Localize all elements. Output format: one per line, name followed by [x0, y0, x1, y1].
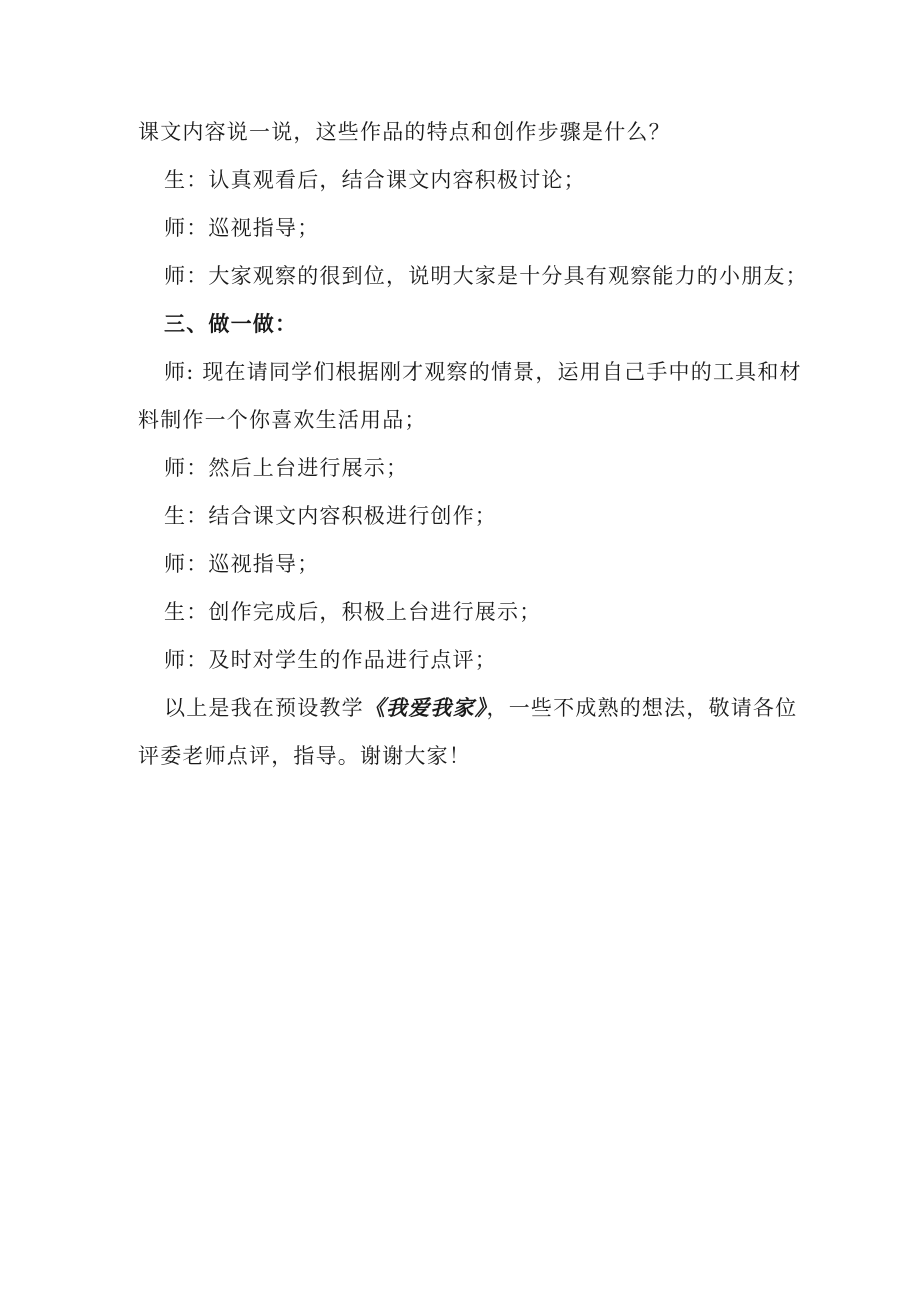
closing-before: 以上是我在预设教学: [164, 696, 364, 720]
section-heading-do: 三、做一做：: [164, 311, 298, 336]
closing-after: ，一些不成熟的想法，敬请各位: [486, 696, 798, 720]
closing-line-1: [138, 684, 798, 732]
paragraph-student-create: 生：结合课文内容积极进行创作；: [164, 504, 497, 528]
paragraph-teacher-instruct-line2: 料制作一个你喜欢生活用品；: [138, 408, 427, 432]
paragraph-student-present: 生：创作完成后，积极上台进行展示；: [164, 600, 542, 624]
paragraph-continuation: 课文内容说一说，这些作品的特点和创作步骤是什么？: [138, 120, 671, 144]
paragraph-teacher-guide-2: 师：巡视指导；: [164, 552, 320, 576]
closing-line-2: 评委老师点评，指导。谢谢大家！: [138, 744, 471, 768]
paragraph-teacher-instruct-line1: 师: 现在请同学们根据刚才观察的情景，运用自己手中的工具和材: [164, 360, 802, 384]
paragraph-student-discuss: 生：认真观看后，结合课文内容积极讨论；: [164, 168, 586, 192]
document-page: [138, 108, 808, 780]
paragraph-teacher-praise: 师：大家观察的很到位，说明大家是十分具有观察能力的小朋友；: [164, 264, 808, 288]
paragraph-teacher-guide: 师：巡视指导；: [164, 216, 320, 240]
paragraph-teacher-review: 师：及时对学生的作品进行点评；: [164, 648, 497, 672]
paragraph-teacher-show: 师：然后上台进行展示；: [164, 456, 409, 480]
book-title: 《我爱我家》: [363, 695, 487, 720]
